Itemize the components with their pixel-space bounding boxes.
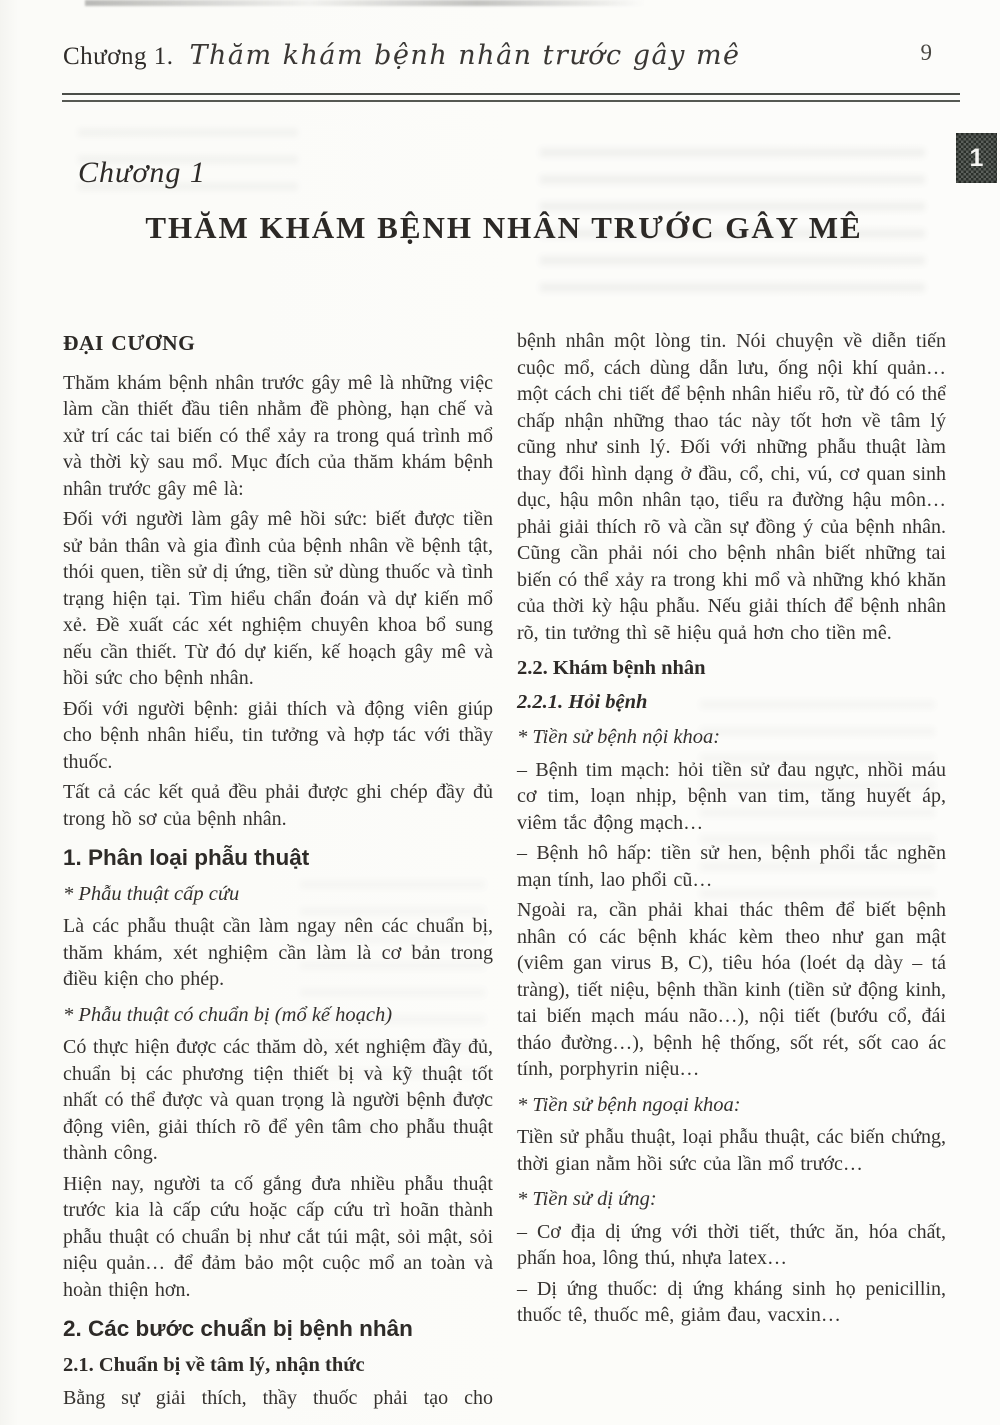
chapter-side-tab-number: 1: [969, 143, 984, 172]
paragraph: Đối với người làm gây mê hồi sức: biết được tiền sử bản thân và gia đình của bệnh nhân về bệnh tật, thói quen, tiền sử dị ứng, tiền sử dùng thuốc và tình trạng hiện tại. Tìm hiểu chẩn đoán và dự kiến mổ xẻ. Đề xuất các xét nghiệm chuyên khoa bổ sung nếu cần thiết. Từ đó dự kiến, kế hoạch gây mê và hồi sức cho bệnh nhân.: [63, 508, 493, 689]
paragraph: – Bệnh hô hấp: tiền sử hen, bệnh phổi tắc nghẽn mạn tính, lao phổi cũ…: [517, 842, 946, 891]
paragraph-cont: Bằng sự giải thích, thầy thuốc phải tạo cho: [63, 1387, 493, 1409]
star-label: * Phẫu thuật có chuẩn bị (mổ kế hoạch): [63, 1003, 393, 1026]
paragraph: – Dị ứng thuốc: dị ứng kháng sinh họ penicillin, thuốc tê, thuốc mê, giảm đau, vacxin…: [517, 1277, 946, 1326]
running-header: [63, 40, 960, 86]
paragraph: Có thực hiện được các thăm dò, xét nghiệm đầy đủ, chuẩn bị các phương tiện thiết bị và kỹ thuật tốt nhất có thể được và quan trọng là người bệnh được động viên, giải thích rõ để yên tâm cho phẫu thuật thành công.: [63, 1036, 493, 1164]
sub-heading: 2.1. Chuẩn bị về tâm lý, nhận thức: [63, 1353, 365, 1376]
paragraph: – Bệnh tim mạch: hỏi tiền sử đau ngực, nhồi máu cơ tim, loạn nhịp, bệnh van tim, tăng huyết áp, viêm tắc động mạch…: [517, 758, 946, 834]
chapter-title: THĂM KHÁM BỆNH NHÂN TRƯỚC GÂY MÊ: [145, 210, 863, 245]
sub-heading: 2.2. Khám bệnh nhân: [517, 657, 706, 679]
running-header-chapter-label: Chương 1.: [63, 43, 174, 70]
num-heading: 1. Phân loại phẫu thuật: [63, 845, 310, 870]
num-heading: 2. Các bước chuẩn bị bệnh nhân: [63, 1316, 413, 1341]
paragraph: – Cơ địa dị ứng với thời tiết, thức ăn, hóa chất, phấn hoa, lông thú, nhựa latex…: [517, 1220, 946, 1269]
paragraph: Tất cả các kết quả đều phải được ghi chép đầy đủ trong hồ sơ của bệnh nhân.: [63, 781, 493, 830]
scan-edge-artifact: [85, 0, 645, 6]
page-number: 9: [920, 40, 932, 65]
paragraph: Tiền sử phẫu thuật, loại phẫu thuật, các biến chứng, thời gian nằm hồi sức của lần mổ trước…: [517, 1126, 946, 1175]
right-column: [517, 328, 946, 1333]
header-double-rule: [62, 93, 960, 102]
star-label: * Tiền sử dị ứng:: [517, 1188, 657, 1210]
paragraph: Đối với người bệnh: giải thích và động viên giúp cho bệnh nhân hiểu, tin tưởng và hợp tác với thầy thuốc.: [63, 697, 493, 773]
section-heading: ĐẠI CƯƠNG: [63, 331, 196, 355]
left-column: [63, 328, 493, 1416]
star-label: * Tiền sử bệnh nội khoa:: [517, 726, 721, 748]
star-label: * Tiền sử bệnh ngoại khoa:: [517, 1093, 741, 1116]
chapter-side-tab: [956, 133, 997, 183]
paragraph: Là các phẫu thuật cần làm ngay nên các chuẩn bị, thăm khám, xét nghiệm cần làm là cơ bản trong điều kiện cho phép.: [63, 915, 493, 990]
star-label: * Phẫu thuật cấp cứu: [63, 882, 240, 905]
paragraph: bệnh nhân một lòng tin. Nói chuyện về diễn tiến cuộc mổ, cách dùng dẫn lưu, ống nội khí quản… một cách chi tiết để bệnh nhân hiểu rõ, từ đó có thể chấp nhận những thao tác này tốt hơn về tâm lý cũng như sinh lý. Đối với những phẫu thuật làm thay đổi hình dạng ở đầu, cổ, chi, vú, cơ quan sinh dục, hậu môn nhân tạo, tiểu ra đường hậu môn… phải giải thích rõ và cần sự đồng ý của bệnh nhân. Cũng cần phải nói cho bệnh nhân biết những tai biến có thể xảy ra trong khi mổ và những khó khăn của thời kỳ hậu phẫu. Nếu giải thích để bệnh nhân rõ, tin tưởng thì sẽ hiệu quả hơn cho tiền mê.: [517, 330, 946, 644]
chapter-label: Chương 1: [78, 156, 206, 189]
paragraph: Ngoài ra, cần phải khai thác thêm để biết bệnh nhân có các bệnh khác kèm theo như gan mật (viêm gan virus B, C), tiêu hóa (loét dạ dày – tá tràng), tiết niệu, bệnh thần kinh (tiền sử động kinh, tai biến mạch máu não…), nội tiết (bướu cổ, đái tháo đường…), bệnh hệ thống, sốt rét, sốt cao ác tính, porphyrin niệu…: [517, 899, 946, 1080]
running-header-chapter-title: Thăm khám bệnh nhân trước gây mê: [189, 40, 741, 71]
paragraph: Hiện nay, người ta cố gắng đưa nhiều phẫu thuật trước kia là cấp cứu hoặc cấp cứu trì hoãn thành phẫu thuật có chuẩn bị như cắt túi mật, sỏi mật, sỏi niệu quản… để đảm bảo một cuộc mổ an toàn và hoàn thiện hơn.: [63, 1172, 493, 1301]
sub-sub-heading: 2.2.1. Hỏi bệnh: [517, 690, 648, 713]
paragraph: Thăm khám bệnh nhân trước gây mê là những việc làm cần thiết đầu tiên nhằm đề phòng, hạn chế và xử trí các tai biến có thể xảy ra trong quá trình mổ và thời kỳ sau mổ. Mục đích của thăm khám bệnh nhân trước gây mê là:: [63, 371, 493, 500]
